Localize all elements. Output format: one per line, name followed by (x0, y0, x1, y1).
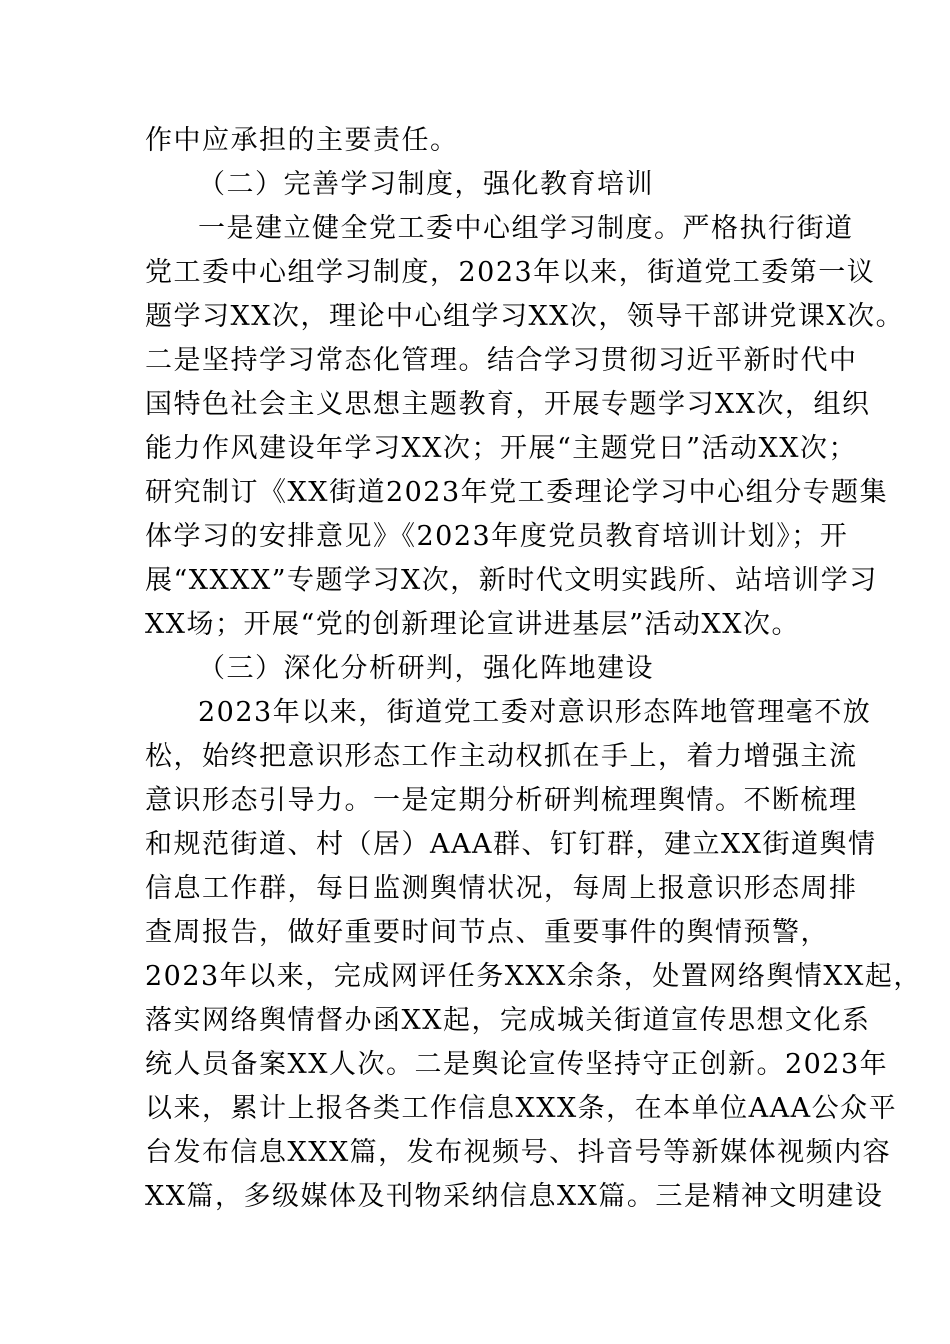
section-heading: （三）深化分析研判，强化阵地建设 (198, 653, 654, 684)
text-line: 展“XXXX”专题学习X次，新时代文明实践所、站培训学习 (145, 565, 878, 596)
text-line: 一是建立健全党工委中心组学习制度。严格执行街道 (198, 213, 854, 244)
text-line: 体学习的安排意见》《2023年度党员教育培训计划》；开 (145, 521, 849, 552)
text-line: 国特色社会主义思想主题教育，开展专题学习XX次，组织 (145, 389, 871, 420)
text-line: 台发布信息XXX篇，发布视频号、抖音号等新媒体视频内容 (145, 1137, 892, 1168)
text-line: 查周报告，做好重要时间节点、重要事件的舆情预警， (145, 917, 829, 948)
text-line: XX篇，多级媒体及刊物采纳信息XX篇。三是精神文明建设 (145, 1181, 884, 1212)
text-line: 和规范街道、村（居）AAA群、钉钉群，建立XX街道舆情 (145, 829, 877, 860)
text-line: 意识形态引导力。一是定期分析研判梳理舆情。不断梳理 (145, 785, 858, 816)
text-line: XX场；开展“党的创新理论宣讲进基层”活动XX次。 (145, 609, 800, 640)
text-line: 以来，累计上报各类工作信息XXX条，在本单位AAA公众平 (145, 1093, 898, 1124)
text-line: 作中应承担的主要责任。 (145, 125, 459, 156)
text-line: 二是坚持学习常态化管理。结合学习贯彻习近平新时代中 (145, 345, 858, 376)
text-line: 信息工作群，每日监测舆情状况，每周上报意识形态周排 (145, 873, 858, 904)
text-line: 2023年以来，街道党工委对意识形态阵地管理毫不放 (198, 697, 872, 728)
text-line: 党工委中心组学习制度，2023年以来，街道党工委第一议 (145, 257, 876, 288)
text-line: 能力作风建设年学习XX次；开展“主题党日”活动XX次； (145, 433, 857, 464)
text-line: 松，始终把意识形态工作主动权抓在手上，着力增强主流 (145, 741, 858, 772)
section-heading: （二）完善学习制度，强化教育培训 (198, 169, 654, 200)
text-line: 研究制订《XX街道2023年党工委理论学习中心组分专题集 (145, 477, 889, 508)
text-line: 落实网络舆情督办函XX起，完成城关街道宣传思想文化系 (145, 1005, 871, 1036)
text-line: 题学习XX次，理论中心组学习XX次，领导干部讲党课X次。 (145, 301, 905, 332)
text-line: 统人员备案XX人次。二是舆论宣传坚持守正创新。2023年 (145, 1049, 889, 1080)
text-line: 2023年以来，完成网评任务XXX余条，处置网络舆情XX起， (145, 961, 922, 992)
